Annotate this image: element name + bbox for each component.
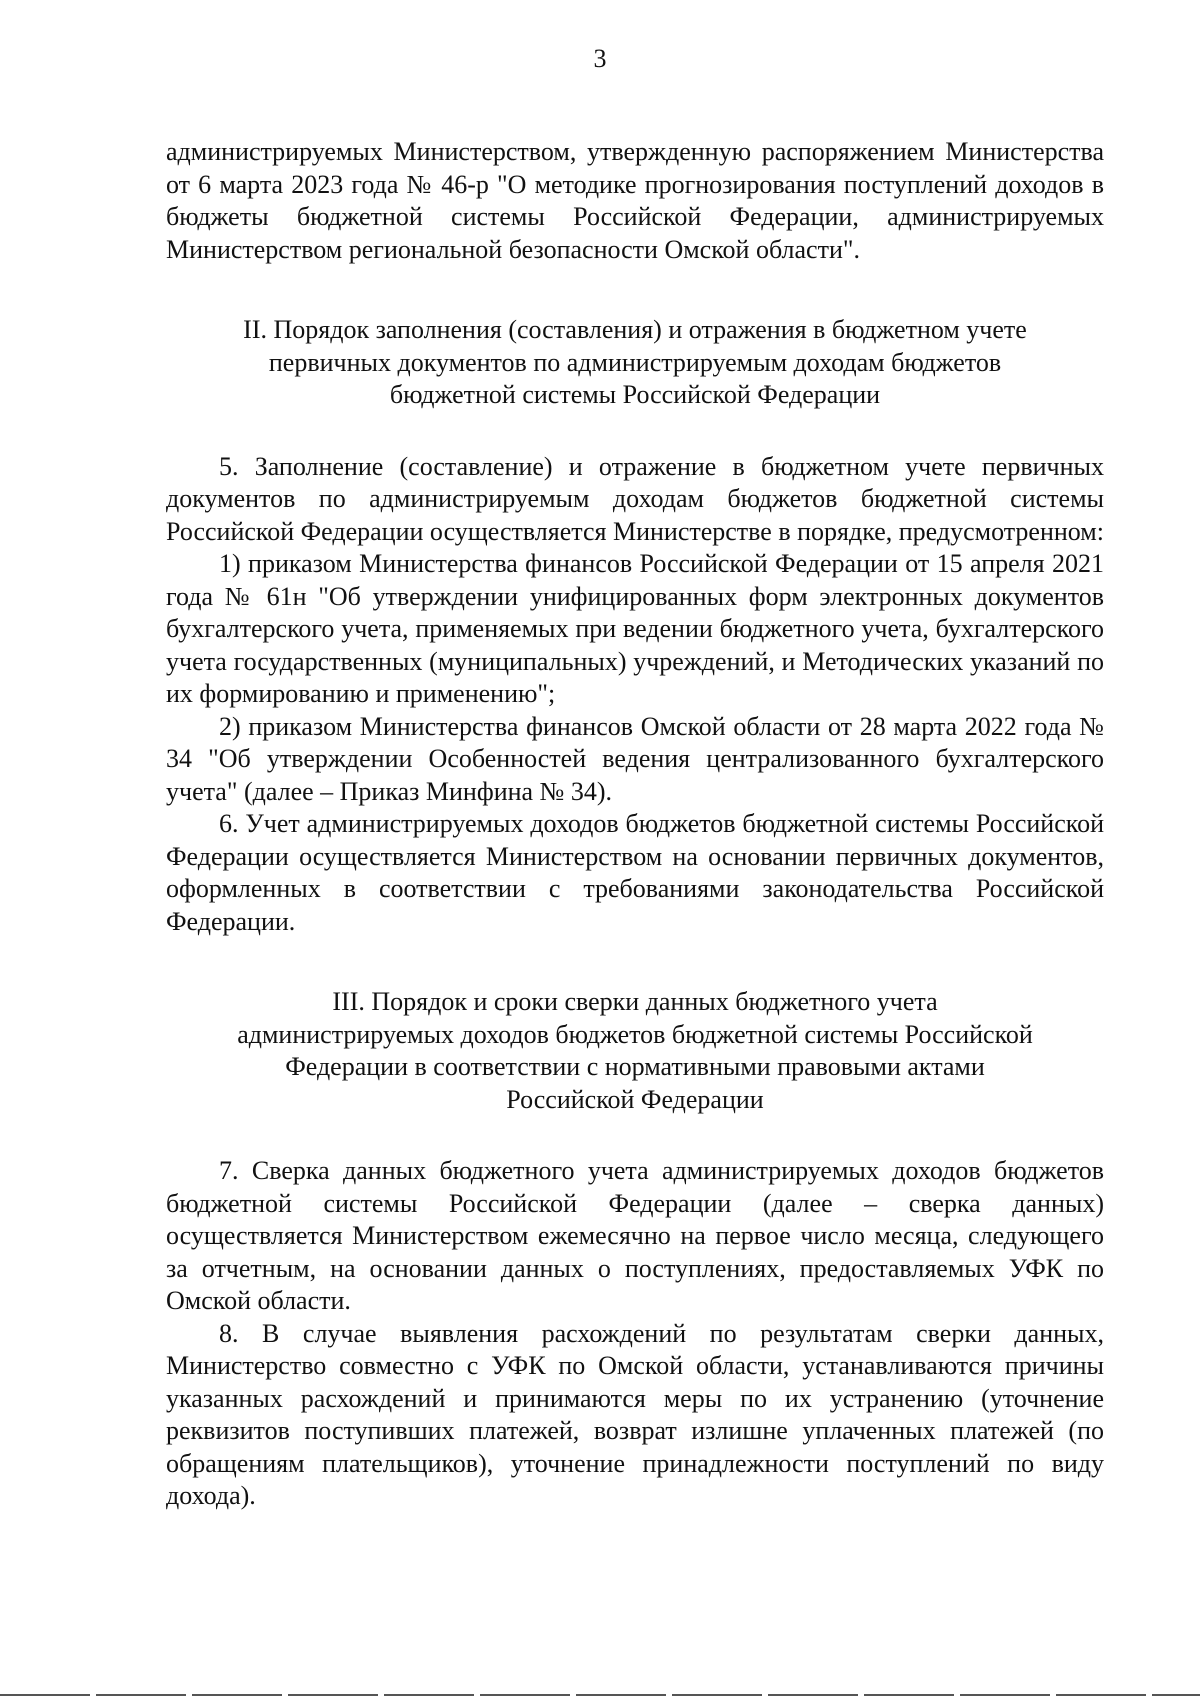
- spacer: [166, 266, 1104, 314]
- paragraph-5-item-2: 2) приказом Министерства финансов Омской области от 28 марта 2022 года № 34 "Об утверждении Особенностей ведения централизованного бухгалтерского учета" (далее – Приказ Минфина № 34).: [166, 711, 1104, 806]
- document-body: [166, 136, 1104, 1513]
- spacer: [166, 1116, 1104, 1155]
- page-bottom-rule: [0, 1694, 1200, 1696]
- page-number: 3: [593, 44, 607, 73]
- paragraph-8: 8. В случае выявления расхождений по результатам сверки данных, Министерство совместно с УФК по Омской области, устанавливаются причины указанных расхождений и принимаются меры по их устранению (уточнение реквизитов поступивших платежей, возврат излишне уплаченных платежей (по обращениям плательщиков), уточнение принадлежности поступлений по виду дохода).: [166, 1318, 1104, 1510]
- paragraph-5: 5. Заполнение (составление) и отражение в бюджетном учете первичных документов по администрируемым доходам бюджетов бюджетной системы Российской Федерации осуществляется Министерстве в порядке, предусмотренном:: [166, 451, 1104, 546]
- section-3-heading: III. Порядок и сроки сверки данных бюджетного учета администрируемых доходов бюджетов бюджетной системы Российской Федерации в соответствии с нормативными правовыми актами Российской Федерации: [237, 987, 1033, 1114]
- spacer: [166, 938, 1104, 986]
- paragraph-intro: администрируемых Министерством, утвержденную распоряжением Министерства от 6 марта 2023 года № 46-р "О методике прогнозирования поступлений доходов в бюджеты бюджетной системы Российской Федерации, администрируемых Министерством региональной безопасности Омской области".: [166, 137, 1104, 264]
- paragraph-5-item-1: 1) приказом Министерства финансов Российской Федерации от 15 апреля 2021 года № 61н "Об утверждении унифицированных форм электронных документов бухгалтерского учета, применяемых при ведении бюджетного учета, бухгалтерского учета государственных (муниципальных) учреждений, и Методических указаний по их формированию и применению";: [166, 549, 1104, 708]
- paragraph-6: 6. Учет администрируемых доходов бюджетов бюджетной системы Российской Федерации осуществляется Министерством на основании первичных документов, оформленных в соответствии с требованиями законодательства Российской Федерации.: [166, 809, 1104, 936]
- paragraph-7: 7. Сверка данных бюджетного учета администрируемых доходов бюджетов бюджетной системы Российской Федерации (далее – сверка данных) осуществляется Министерством ежемесячно на первое число месяца, следующего за отчетным, на основании данных о поступлениях, предоставляемых УФК по Омской области.: [166, 1156, 1104, 1315]
- section-2-heading: II. Порядок заполнения (составления) и отражения в бюджетном учете первичных документов по администрируемым доходам бюджетов бюджетной системы Российской Федерации: [243, 315, 1027, 409]
- spacer: [166, 412, 1104, 451]
